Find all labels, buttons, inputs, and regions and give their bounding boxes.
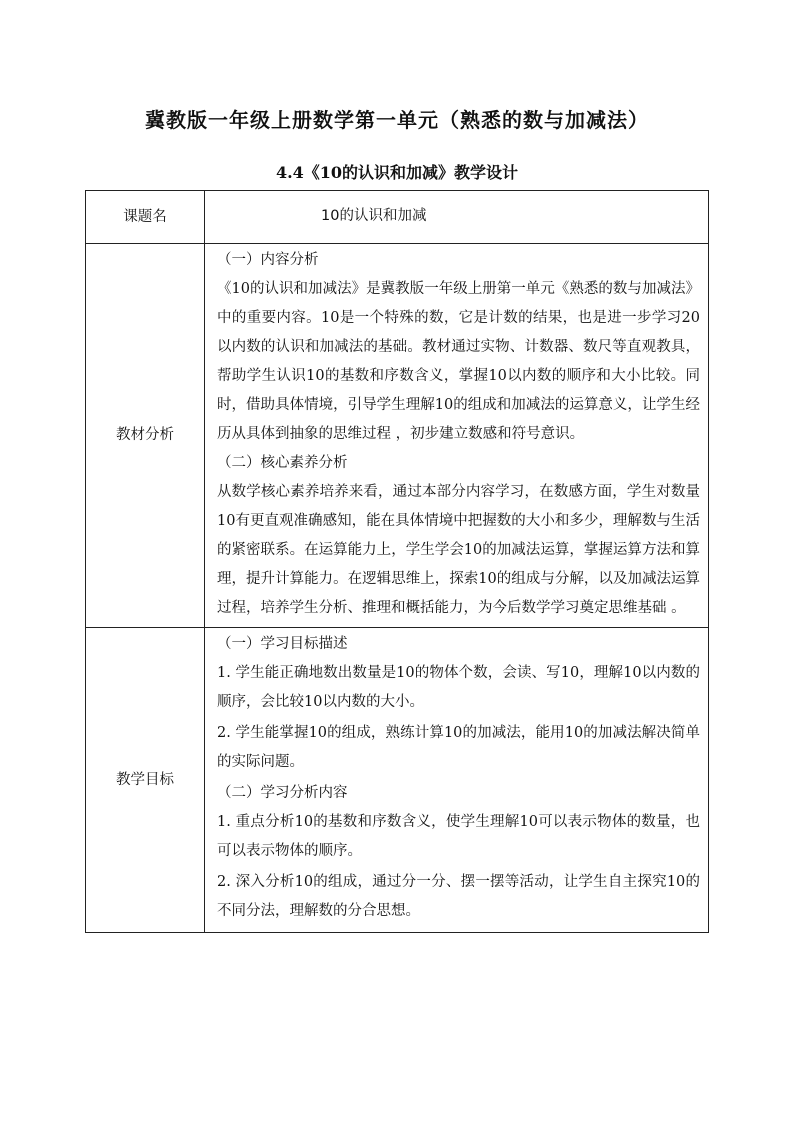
teaching-goals-cell	[205, 628, 709, 933]
material-analysis-cell	[205, 244, 709, 628]
content-analysis-text: 《10的认识和加减法》是冀教版一年级上册第一单元《熟悉的数与加减法》中的重要内容。10是一个特殊的数，它是计数的结果，也是进一步学习20以内数的认识和加减法的基础。教材通过实物、计数器、数尺等直观教具，帮助学生认识10的基数和序数含义，掌握10以内数的顺序和大小比较。同时，借助具体情境，引导学生理解10的组成和加减法的运算意义，让学生经历从具体到抽象的思维过程 ，初步建立数感和符号意识。	[217, 281, 700, 442]
table-row-material-analysis	[86, 244, 709, 628]
analysis-item-1: 1. 重点分析10的基数和序数含义，使学生理解10可以表示物体的数量，也可以表示物体的顺序。	[217, 814, 700, 859]
material-analysis-label: 教材分析	[86, 244, 205, 628]
goals-analysis-heading: （二）学习分析内容	[217, 785, 348, 801]
topic-value: 10的认识和加减	[205, 191, 709, 244]
topic-label: 课题名	[86, 191, 205, 244]
document-subtitle: 4.4《10的认识和加减》教学设计	[275, 163, 519, 182]
table-row-teaching-goals	[86, 628, 709, 933]
core-literacy-heading: （二）核心素养分析	[217, 455, 348, 471]
analysis-item-2: 2. 深入分析10的组成，通过分一分、摆一摆等活动，让学生自主探究10的不同分法，理解数的分合思想。	[217, 874, 700, 919]
document-title: 冀教版一年级上册数学第一单元（熟悉的数与加减法）	[145, 108, 649, 132]
goals-description-heading: （一）学习目标描述	[217, 636, 348, 652]
table-row-topic	[86, 191, 709, 244]
lesson-plan-table	[85, 190, 709, 933]
teaching-goals-label: 教学目标	[86, 628, 205, 933]
goal-item-2: 2. 学生能掌握10的组成，熟练计算10的加减法，能用10的加减法解决简单的实际问题。	[217, 725, 700, 770]
content-analysis-heading: （一）内容分析	[217, 252, 319, 268]
goal-item-1: 1. 学生能正确地数出数量是10的物体个数，会读、写10，理解10以内数的顺序，会比较10以内数的大小。	[217, 665, 700, 710]
core-literacy-text: 从数学核心素养培养来看，通过本部分内容学习，在数感方面，学生对数量10有更直观准确感知，能在具体情境中把握数的大小和多少，理解数与生活的紧密联系。在运算能力上，学生学会10的加减法运算，掌握运算方法和算理，提升计算能力。在逻辑思维上，探索10的组成与分解，以及加减法运算过程，培养学生分析、推理和概括能力，为今后数学学习奠定思维基础 。	[217, 484, 700, 616]
